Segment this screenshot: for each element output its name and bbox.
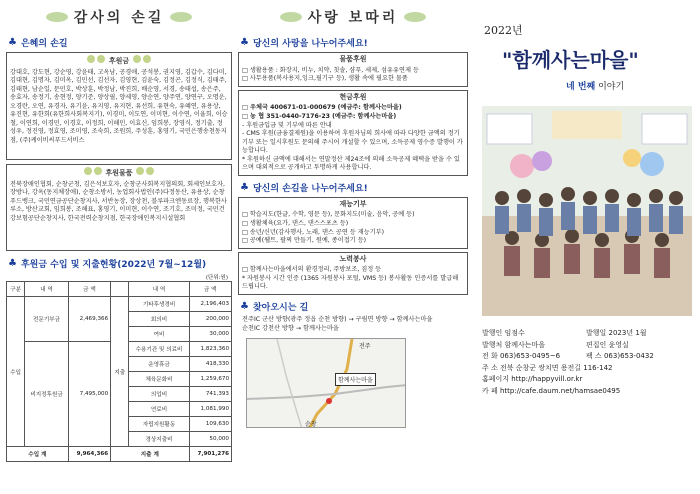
cash-donation-title: 현금후원 bbox=[339, 92, 367, 101]
labor-line: □ 함께사는마을에서의 환경정리, 주방보조, 짐정 등 bbox=[242, 266, 382, 274]
finance-total-row bbox=[7, 447, 232, 462]
homepage-link[interactable]: 홈페이지 http://happyvill.or.kr bbox=[482, 375, 583, 384]
group-photo-illustration bbox=[482, 106, 692, 316]
header-division-out bbox=[111, 282, 129, 297]
leaf-decoration-left bbox=[46, 12, 68, 22]
sponsor-box-title-text: 후원금 bbox=[108, 57, 130, 65]
location-map bbox=[246, 338, 406, 428]
expense-item: 운영휴금 bbox=[129, 357, 189, 372]
cafe-link[interactable]: 카 페 http://cafe.daum.net/hamsae0495 bbox=[482, 386, 621, 395]
cash-donation-line: - CMS 후원(금융결제원)을 이용하여 후원자님의 희사에 따라 다양한 금액의 정기 기부 또는 일시후원도 문의해 주시어 개설할 수 있으며, 소득공제 영수증 발행이 가능합니다. bbox=[242, 130, 463, 155]
club-icon: ♣ bbox=[240, 300, 249, 312]
column-love-bundle bbox=[238, 0, 468, 494]
goods-names: 전북장애인협회, 순창군청, 김은석보호자, 순창군사회복지협의회, 회세인보호자, 장방나, 강옥(동지체장애), 순창소방서, 농업회사법인(주)다정동산, 유용상, 순창푸드뱅크, 국민연금공단순창지사, 서반농장, 장상천, 블루파크엔동료장, 행복한사루소, 방산교회, 임희봉, 조해표, 홍영기, 이미현, 이수연, 조기호, 조미정, 국민건강보험공단순창지사, 한국전력순창지점, 한국장애인복지시설협회 bbox=[10, 180, 227, 222]
issue-story: 이야기 bbox=[598, 82, 625, 92]
total-income: 9,964,366 bbox=[68, 447, 110, 462]
finance-unit: (단위:원) bbox=[205, 275, 228, 281]
address: 주 소 전북 순창군 쌍치면 용전길 116-142 bbox=[482, 363, 613, 372]
column-thanks bbox=[6, 0, 232, 494]
newsletter-title: "함께사는마을" bbox=[502, 48, 639, 72]
directions-line: 순천IC 강천산 방향 → 함께사는마을 bbox=[242, 324, 339, 332]
finance-header-row bbox=[7, 282, 232, 297]
total-expense: 7,901,276 bbox=[189, 447, 231, 462]
share-love-heading bbox=[240, 36, 468, 49]
expense-amount: 418,330 bbox=[189, 357, 231, 372]
issue-number: 네 번째 bbox=[566, 82, 596, 92]
goods-donation-line: □ 사무용품(복사용지,잉크,필기구 등), 생활 속에 필요한 물품 bbox=[242, 75, 408, 83]
sponsor-names: 강대호, 강도현, 강순영, 강윤태, 고옥남, 공경애, 공석봉, 권지영, 김갑수, 김다미, 김대현, 김명자, 김미옥, 김민선, 김선자, 김영현, 김윤숙, 김정곤, 김정식, 김태주, 김태현, 남순일, 문민호, 박상훈, 박정남, 박진희, 배순영, 서경, 송태섭, 송은주, 송효자, 송정기, 송현정, 양기준, 양상필, 양세영, 양순연, 양주연, 양연구, 오명운, 오경란, 오연, 유경자, 유기윤, 유지영, 유지현, 유선희, 유현숙, 유혜연, 유용상, 유진현, 유한희(유한희사회복지기), 이경미, 이도연, 이미현, 이수연, 이율희, 이승철, 이연희, 이경민, 이경호, 이정희, 이해민, 이효신, 임희봉, 장영식, 정기출, 정성우, 정진영, 정효영, 조미영, 조숙희, 조원희, 주성훈, 홍영기, 국민은행송천동지점, (주)케이비씨푸드서비스 bbox=[10, 68, 228, 145]
expense-amount: 200,000 bbox=[189, 312, 231, 327]
leaf-decoration-left bbox=[280, 12, 302, 22]
header-item-out: 내 역 bbox=[129, 282, 189, 297]
balloon-icon bbox=[146, 167, 154, 175]
expense-item: 의업비 bbox=[129, 387, 189, 402]
talent-donation-box bbox=[238, 197, 468, 249]
sponsor-box bbox=[6, 52, 232, 160]
talent-donation-title: 재능기부 bbox=[339, 199, 367, 208]
balloon-icon bbox=[94, 167, 102, 175]
club-icon: ♣ bbox=[8, 258, 17, 269]
publication-info-right bbox=[586, 328, 654, 363]
expense-amount: 1,081,990 bbox=[189, 402, 231, 417]
balloon-icon bbox=[84, 167, 92, 175]
income-label: 수입 bbox=[7, 297, 25, 447]
goods-donation-line: □ 생활용품 : 화장지, 비누, 치약, 칫솔, 샴푸, 세제, 섬유유연제 등 bbox=[242, 66, 419, 74]
expense-item: 기타후생경비 bbox=[129, 297, 189, 312]
expense-amount: 741,393 bbox=[189, 387, 231, 402]
expense-item: 경상지출비 bbox=[129, 432, 189, 447]
club-icon: ♣ bbox=[8, 37, 17, 48]
expense-amount: 1,823,360 bbox=[189, 342, 231, 357]
expense-amount: 2,196,403 bbox=[189, 297, 231, 312]
cash-donation-line: * 후원하신 금액에 대해서는 연말정산 제24조에 의해 소득공제 혜택을 받을 수 있으며 대외적으로 공개하고 투명하게 사용합니다. bbox=[242, 155, 460, 172]
goods-donation-box bbox=[238, 52, 468, 87]
finance-heading bbox=[8, 257, 232, 270]
balloon-icon bbox=[133, 55, 141, 63]
fax: 팩 스 063)653-0432 bbox=[586, 352, 654, 361]
header-amount-in: 금 액 bbox=[68, 282, 110, 297]
love-bundle-title: 사랑 보따리 bbox=[307, 10, 399, 26]
leaf-decoration-right bbox=[404, 12, 426, 22]
income-amount: 2,469,366 bbox=[68, 297, 110, 342]
map-label-south: 순창 bbox=[305, 420, 317, 428]
share-hands-heading bbox=[240, 181, 468, 194]
goods-box bbox=[6, 164, 232, 251]
balloon-icon bbox=[143, 55, 151, 63]
header-item-in: 내 역 bbox=[25, 282, 68, 297]
expense-item: 수용기관 및 의료비 bbox=[129, 342, 189, 357]
talent-line: □ 학습지도(한글, 수학, 영문 등), 문화지도(미술, 음악, 공예 등) bbox=[242, 211, 415, 219]
expense-amount: 30,000 bbox=[189, 327, 231, 342]
grace-heading bbox=[8, 36, 232, 49]
header-division: 구분 bbox=[7, 282, 25, 297]
table-row bbox=[7, 297, 232, 312]
total-expense-label: 지출 계 bbox=[111, 447, 189, 462]
labor-volunteer-title: 노력봉사 bbox=[339, 254, 367, 263]
directions-heading bbox=[240, 300, 468, 313]
expense-item: 체육문화비 bbox=[129, 372, 189, 387]
balloon-icon bbox=[136, 167, 144, 175]
map-roads bbox=[247, 339, 406, 428]
love-bundle-banner bbox=[238, 0, 468, 34]
publication-info bbox=[474, 328, 696, 397]
finance-table bbox=[6, 281, 232, 462]
share-hands-heading-text: 당신의 손길을 나누어주세요! bbox=[252, 183, 368, 194]
goods-box-title-text: 후원물품 bbox=[105, 169, 133, 177]
directions-line: 전주IC 군산 방향(광주 정읍 순천 방향) → 구림면 방향 → 함께사는마을 bbox=[242, 315, 433, 323]
club-icon: ♣ bbox=[240, 181, 249, 193]
publish-date: 발행일 2023년 1월 bbox=[586, 329, 647, 337]
labor-line: * 자원봉사 시간 인증 (1365 자원봉사 포털, VMS 등) 봉사활동 인증서를 발급해 드립니다. bbox=[242, 274, 459, 291]
total-income-label: 수입 계 bbox=[7, 447, 69, 462]
club-icon: ♣ bbox=[240, 37, 249, 48]
group-photo bbox=[482, 106, 692, 316]
thanks-banner bbox=[6, 0, 232, 34]
issue-year: 2022년 bbox=[484, 24, 523, 37]
map-label-place: 함께사는마을 bbox=[335, 373, 376, 386]
expense-label: 지출 bbox=[111, 297, 129, 447]
share-love-heading-text: 당신의 사랑을 나누어주세요! bbox=[252, 39, 368, 49]
talent-line: □ 생활체육(요가, 댄스, 댄스스포츠 등) bbox=[242, 219, 349, 227]
header-amount-out: 금 액 bbox=[189, 282, 231, 297]
labor-volunteer-box bbox=[238, 252, 468, 295]
expense-amount: 1,259,670 bbox=[189, 372, 231, 387]
balloon-icon bbox=[97, 55, 105, 63]
publisher: 발행인 임점수 bbox=[482, 329, 525, 337]
sponsor-box-title bbox=[10, 55, 228, 67]
expense-amount: 50,000 bbox=[189, 432, 231, 447]
phone: 전 화 063)653-0495~6 bbox=[482, 352, 561, 361]
income-amount: 7,495,000 bbox=[68, 342, 110, 447]
talent-line: □ 송년/신년(감사행사, 노래, 댄스 공연 등 재능기부) bbox=[242, 228, 385, 236]
balloon-icon bbox=[87, 55, 95, 63]
account-nonghyup: □ 농 협 351-0440-7176-23 (예금주: 함께사는마을) bbox=[242, 112, 397, 120]
expense-item: 연료비 bbox=[129, 402, 189, 417]
grace-heading-text: 은혜의 손길 bbox=[20, 39, 68, 49]
issue-subtitle bbox=[566, 79, 696, 92]
map-label-north: 전주 bbox=[359, 342, 371, 350]
account-postoffice: □ 우체국 400671-01-000679 (예금주: 함께사는마을) bbox=[242, 104, 402, 112]
goods-box-title bbox=[10, 167, 228, 179]
income-item: 비지정후원금 bbox=[25, 342, 68, 447]
expense-item: 회의비 bbox=[129, 312, 189, 327]
finance-heading-text: 후원금 수입 및 지출현황(2022년 7월~12월) bbox=[20, 260, 207, 270]
expense-item: 여비 bbox=[129, 327, 189, 342]
directions-heading-text: 찾아오시는 길 bbox=[252, 302, 309, 313]
leaf-decoration-right bbox=[170, 12, 192, 22]
cash-donation-line: - 후원금입금 및 기부에 따른 안내 bbox=[242, 121, 332, 129]
publishing-org: 발행처 함께사는마을 bbox=[482, 340, 546, 349]
expense-item: 자립지원활동 bbox=[129, 417, 189, 432]
editor: 편집인 윤영실 bbox=[586, 340, 629, 349]
cash-donation-box bbox=[238, 90, 468, 176]
expense-amount: 109,630 bbox=[189, 417, 231, 432]
thanks-title: 감사의 손길 bbox=[73, 10, 165, 26]
talent-line: □ 공예(웰트, 팔찌 만들기, 원예, 종이접기 등) bbox=[242, 237, 367, 245]
column-cover bbox=[474, 0, 696, 494]
goods-donation-title: 물품후원 bbox=[339, 55, 367, 63]
income-item: 전문기부금 bbox=[25, 297, 68, 342]
